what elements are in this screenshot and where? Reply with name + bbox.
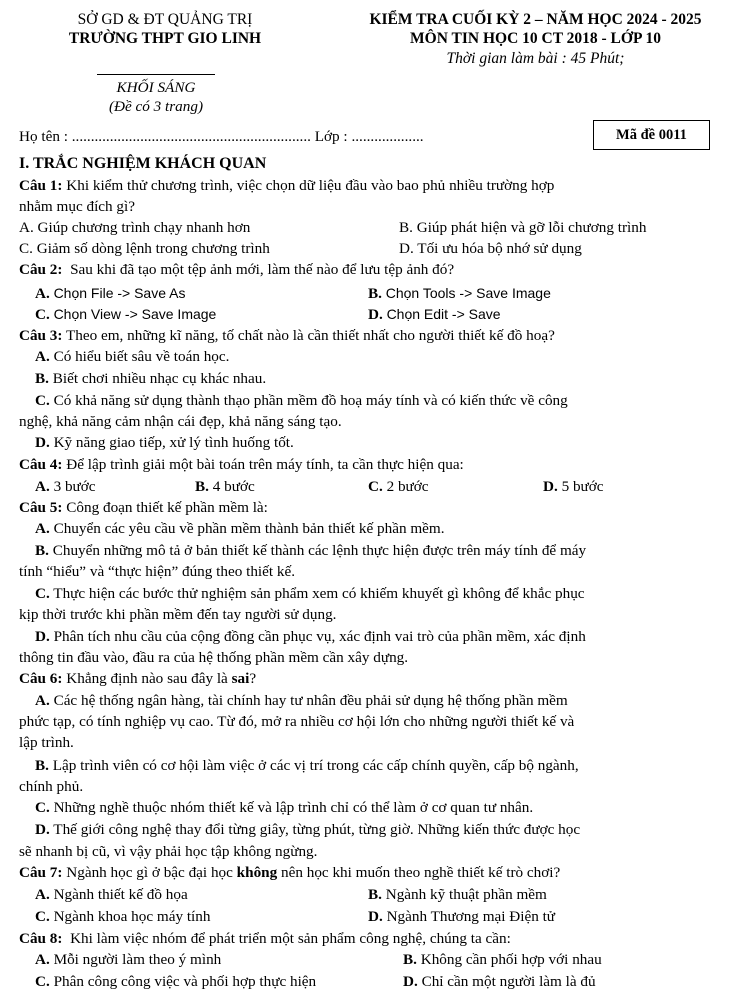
page-count: (Đề có 3 trang) (108, 98, 204, 115)
option-b[interactable]: B. Giúp phát hiện và gỡ lỗi chương trình (399, 219, 647, 236)
option-b-cont: tính “hiểu” và “thực hiện” đúng theo thiết kế. (19, 563, 296, 580)
option-d[interactable]: D. Kỹ năng giao tiếp, xử lý tình huống tốt. (35, 434, 294, 451)
option-d[interactable]: D. Thế giới công nghệ thay đổi từng giây, từng phút, từng giờ. Những kiến thức được học (35, 821, 581, 838)
question-text: Để lập trình giải một bài toán trên máy tính, ta cần thực hiện qua: (66, 456, 464, 473)
school-name: TRƯỜNG THPT GIO LINH (68, 30, 262, 47)
header-divider (97, 74, 215, 75)
option-b[interactable]: B. Chuyển những mô tả ở bản thiết kế thành các lệnh thực hiện được trên máy tính để máy (35, 542, 587, 559)
option-d[interactable]: D. Ngành Thương mại Điện tử (368, 908, 556, 925)
option-c-cont: kịp thời trước khi phần mềm đến tay người sử dụng. (19, 606, 337, 623)
option-b[interactable]: B. Biết chơi nhiều nhạc cụ khác nhau. (35, 370, 267, 387)
question-label: Câu 4: (19, 456, 63, 473)
option-a[interactable]: A. Các hệ thống ngân hàng, tài chính hay tư nhân đều phải sử dụng hệ thống phần mềm (35, 692, 568, 709)
question-text: Theo em, những kĩ năng, tố chất nào là cần thiết nhất cho người thiết kế đồ hoạ? (66, 327, 555, 344)
question-label: Câu 2: (19, 261, 63, 278)
option-d[interactable]: D. Chỉ cần một người làm là đủ (403, 973, 596, 990)
exam-subject: MÔN TIN HỌC 10 CT 2018 - LỚP 10 (410, 30, 661, 47)
option-d[interactable]: D. Chọn Edit -> Save (368, 306, 501, 323)
option-d[interactable]: D. 5 bước (543, 478, 604, 495)
question-7: Câu 7: Ngành học gì ở bậc đại học không nên học khi muốn theo nghề thiết kế trò chơi? (19, 864, 561, 881)
question-1 (19, 176, 554, 196)
option-b[interactable]: B. Không cần phối hợp với nhau (403, 951, 602, 968)
question-3 (19, 326, 555, 346)
option-c[interactable]: C. Có khả năng sử dụng thành thạo phần mềm đồ hoạ máy tính và có kiến thức về công (35, 392, 568, 409)
option-d-cont: sẽ nhanh bị cũ, vì vậy phải học tập không ngừng. (19, 843, 318, 860)
question-text: Sau khi đã tạo một tệp ảnh mới, làm thế nào để lưu tệp ảnh đó? (70, 261, 455, 278)
student-info-field[interactable]: Họ tên : ............................................................... Lớp : ................... (19, 128, 424, 145)
question-5 (19, 498, 268, 518)
option-c[interactable]: C. Những nghề thuộc nhóm thiết kế và lập trình chỉ có thể làm ở cơ quan tư nhân. (35, 799, 534, 816)
question-text-cont: nhằm mục đích gì? (19, 198, 135, 215)
section-title: I. TRẮC NGHIỆM KHÁCH QUAN (19, 155, 267, 172)
question-text: Khi làm việc nhóm để phát triển một sản phẩm công nghệ, chúng ta cần: (70, 930, 511, 947)
option-c[interactable]: C. Phân công công việc và phối hợp thực hiện (35, 973, 317, 990)
option-b[interactable]: B. Lập trình viên có cơ hội làm việc ở các vị trí trong các cấp chính quyền, cấp bộ ngành, (35, 757, 579, 774)
question-4 (19, 455, 464, 475)
question-label: Câu 1: (19, 177, 63, 194)
question-label: Câu 5: (19, 499, 63, 516)
option-c[interactable]: C. Chọn View -> Save Image (35, 306, 217, 323)
question-label: Câu 8: (19, 930, 63, 947)
question-label: Câu 7: (19, 864, 63, 881)
option-a[interactable]: A. 3 bước (35, 478, 96, 495)
option-b[interactable]: B. 4 bước (195, 478, 255, 495)
option-a[interactable]: A. Chuyển các yêu cầu về phần mềm thành bản thiết kế phần mềm. (35, 520, 445, 537)
option-a[interactable]: A. Ngành thiết kế đồ họa (35, 886, 188, 903)
option-a-cont2: lập trình. (19, 734, 74, 751)
question-2 (19, 260, 454, 280)
option-c[interactable]: C. 2 bước (368, 478, 429, 495)
option-b[interactable]: B. Ngành kỹ thuật phần mềm (368, 886, 547, 903)
question-label: Câu 3: (19, 327, 63, 344)
option-d[interactable]: D. Tối ưu hóa bộ nhớ sử dụng (399, 240, 582, 257)
option-a[interactable]: A. Giúp chương trình chạy nhanh hơn (19, 219, 251, 236)
option-c-cont: nghệ, khả năng cảm nhận cái đẹp, khả năng sáng tạo. (19, 413, 342, 430)
option-a[interactable]: A. Mỗi người làm theo ý mình (35, 951, 222, 968)
question-label: Câu 6: (19, 670, 63, 687)
option-a[interactable]: A. Chọn File -> Save As (35, 285, 186, 302)
option-a[interactable]: A. Có hiểu biết sâu về toán học. (35, 348, 230, 365)
option-c[interactable]: C. Thực hiện các bước thử nghiệm sản phẩm xem có khiếm khuyết gì không để khắc phục (35, 585, 585, 602)
option-d-cont: thông tin đầu vào, đầu ra của hệ thống phần mềm cần xây dựng. (19, 649, 409, 666)
option-b-cont: chính phủ. (19, 778, 84, 795)
question-text: Khi kiểm thử chương trình, việc chọn dữ liệu đầu vào bao phủ nhiều trường hợp (66, 177, 555, 194)
option-c[interactable]: C. Ngành khoa học máy tính (35, 908, 211, 925)
exam-title: KIỂM TRA CUỐI KỲ 2 – NĂM HỌC 2024 - 2025 (369, 11, 702, 28)
session-label: KHỐI SÁNG (116, 79, 196, 96)
exam-time: Thời gian làm bài : 45 Phút; (446, 50, 625, 67)
option-b[interactable]: B. Chọn Tools -> Save Image (368, 285, 551, 302)
option-c[interactable]: C. Giảm số dòng lệnh trong chương trình (19, 240, 270, 257)
department-name: SỞ GD & ĐT QUẢNG TRỊ (77, 11, 253, 28)
question-text: Công đoạn thiết kế phần mềm là: (66, 499, 268, 516)
question-8 (19, 929, 511, 949)
question-6: Câu 6: Khẳng định nào sau đây là sai? (19, 670, 257, 687)
exam-code-box: Mã đề 0011 (593, 120, 710, 150)
option-d[interactable]: D. Phân tích nhu cầu của cộng đồng cần phục vụ, xác định vai trò của phần mềm, xác định (35, 628, 586, 645)
option-a-cont: phức tạp, có tính nghiệp vụ cao. Từ đó, mở ra nhiều cơ hội lớn cho những người thiết kế và (19, 713, 575, 730)
